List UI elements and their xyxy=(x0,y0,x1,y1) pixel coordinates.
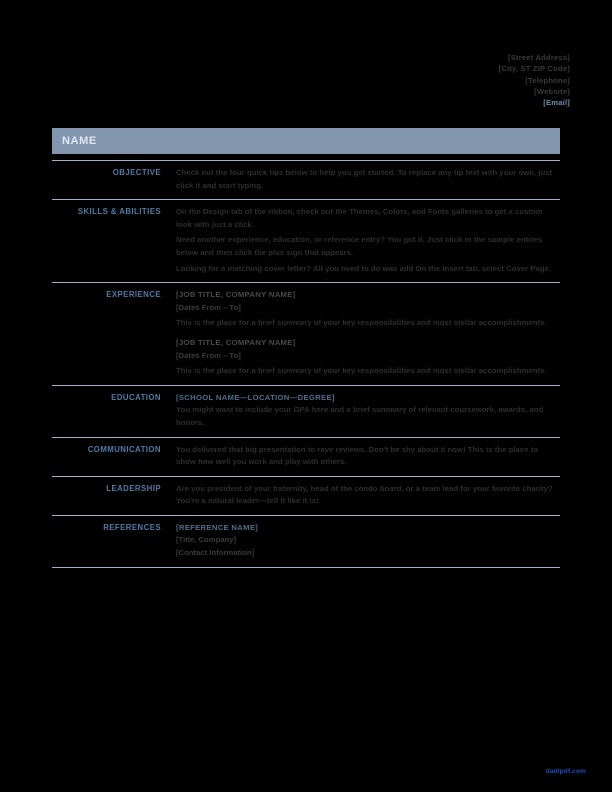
label-cell-references xyxy=(52,516,170,567)
experience-entry-dates-1[interactable]: [Dates From – To] xyxy=(176,302,241,312)
section-row-skills-abilities xyxy=(52,199,560,282)
contact-city-state-zip[interactable]: [City, ST ZIP Code] xyxy=(498,64,570,74)
content-cell-experience xyxy=(170,283,560,385)
section-row-references xyxy=(52,515,560,568)
footer-watermark[interactable]: dadipdf.com xyxy=(545,768,586,775)
contact-website[interactable]: [Website] xyxy=(534,86,570,96)
skills-paragraph-2[interactable]: Need another experience, education, or reference entry? You got it. Just click in the sample entries below and then click the plus sign that appears. xyxy=(176,235,543,257)
label-cell-skills-abilities xyxy=(52,200,170,282)
contact-street-address[interactable]: [Street Address] xyxy=(508,53,570,62)
name-placeholder[interactable]: NAME xyxy=(62,135,97,147)
section-label-references: REFERENCES xyxy=(103,522,161,532)
section-row-communication xyxy=(52,437,560,476)
section-label-skills-abilities: SKILLS & ABILITIES xyxy=(77,207,161,217)
reference-contact-information[interactable]: [Contact Information] xyxy=(176,548,255,558)
content-cell-skills-abilities xyxy=(170,200,560,282)
section-label-experience: EXPERIENCE xyxy=(106,290,161,300)
skills-paragraph-3[interactable]: Looking for a matching cover letter? All you need to do was add On the Insert tab, select Cover Page. xyxy=(176,263,552,273)
contact-header xyxy=(270,52,570,108)
content-cell-communication xyxy=(170,438,560,476)
section-label-objective: OBJECTIVE xyxy=(112,168,161,177)
section-row-leadership xyxy=(52,476,560,515)
section-label-leadership: LEADERSHIP xyxy=(106,483,161,493)
skills-paragraph-1[interactable]: On the Design tab of the ribbon, check out the Themes, Colors, and Fonts galleries to get a custom look with just a click. xyxy=(176,207,543,229)
experience-entry-dates-2[interactable]: [Dates From – To] xyxy=(176,350,241,360)
entry-spacer xyxy=(176,330,560,337)
leadership-paragraph[interactable]: Are you president of your fraternity, head of the condo board, or a team lead for your favorite charity? You're a natural leader—tell it like it is! xyxy=(176,483,553,506)
label-cell-education xyxy=(52,386,170,437)
experience-entry-description-2[interactable]: This is the place for a brief summary of your key responsibilities and most stellar accomplishments. xyxy=(176,366,547,376)
contact-telephone[interactable]: [Telephone] xyxy=(525,75,570,85)
content-cell-education xyxy=(170,386,560,437)
label-cell-objective xyxy=(52,161,170,199)
communication-paragraph[interactable]: You delivered that big presentation to rave reviews. Don't be shy about it now! This is the place to show how well you work and play with others. xyxy=(176,444,539,467)
section-row-education xyxy=(52,385,560,437)
content-cell-leadership xyxy=(170,477,560,515)
section-label-education: EDUCATION xyxy=(111,392,161,402)
experience-entry-title-1[interactable]: [JOB TITLE, COMPANY NAME] xyxy=(176,290,296,300)
resume-sections-table xyxy=(52,160,560,568)
reference-title-company[interactable]: [Title, Company] xyxy=(176,535,237,545)
content-cell-objective xyxy=(170,161,560,199)
experience-entry-description-1[interactable]: This is the place for a brief summary of your key responsibilities and most stellar accomplishments. xyxy=(176,318,547,328)
objective-paragraph[interactable]: Check out the four quick tips below to help you get started. To replace any tip text with your own, just click it and start typing. xyxy=(176,168,553,190)
content-cell-references xyxy=(170,516,560,567)
section-label-communication: COMMUNICATION xyxy=(87,444,161,454)
label-cell-experience xyxy=(52,283,170,385)
reference-name[interactable]: [REFERENCE NAME] xyxy=(176,522,259,532)
section-row-experience xyxy=(52,282,560,385)
education-paragraph[interactable]: You might want to include your GPA here and a brief summary of relevant coursework, awards, and honors. xyxy=(176,405,544,427)
education-entry-title[interactable]: [SCHOOL NAME—LOCATION—DEGREE] xyxy=(176,392,335,402)
label-cell-leadership xyxy=(52,477,170,515)
experience-entry-title-2[interactable]: [JOB TITLE, COMPANY NAME] xyxy=(176,337,296,347)
label-cell-communication xyxy=(52,438,170,476)
contact-email-link[interactable]: [Email] xyxy=(543,98,570,108)
name-banner xyxy=(52,128,560,154)
section-row-objective xyxy=(52,160,560,199)
